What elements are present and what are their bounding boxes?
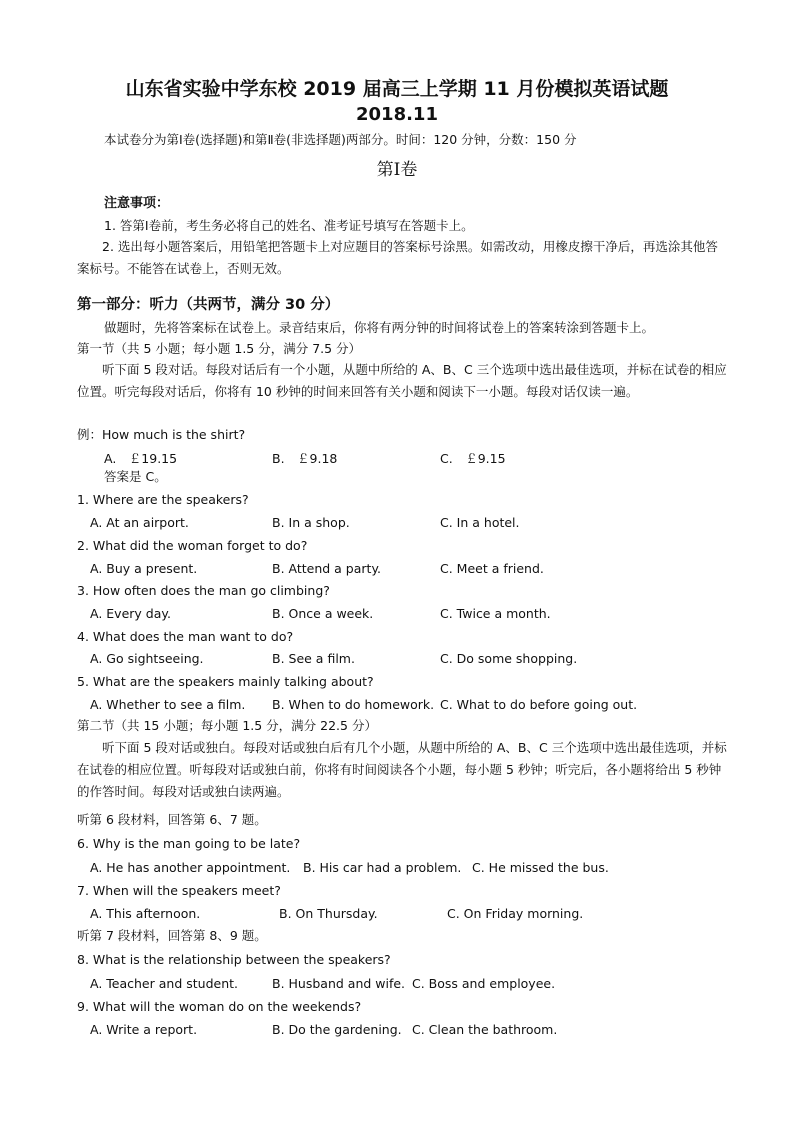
example-answer: 答案是 C。: [104, 469, 167, 484]
question-4: 4. What does the man want to do?: [77, 629, 294, 644]
material-6-instruction: 听第 6 段材料，回答第 6、7 题。: [77, 812, 267, 827]
question-2: 2. What did the woman forget to do?: [77, 538, 308, 553]
question-1: 1. Where are the speakers?: [77, 492, 249, 507]
notes-item-1: 1. 答第Ⅰ卷前，考生务必将自己的姓名、准考证号填写在答题卡上。: [104, 218, 474, 233]
q8-option-a: A. Teacher and student.: [90, 976, 238, 991]
q3-option-c: C. Twice a month.: [440, 606, 551, 621]
q3-option-b: B. Once a week.: [272, 606, 374, 621]
part1-heading: 第一部分：听力（共两节，满分 30 分）: [77, 297, 340, 313]
section1-heading: 第一节（共 5 小题；每小题 1.5 分，满分 7.5 分）: [77, 341, 362, 356]
section2-intro: 听下面 5 段对话或独白。每段对话或独白后有几个小题，从题中所给的 A、B、C 三个选项中选出最佳选项，并标在试卷的相应位置。听每段对话或独白前，你将有时间阅读各个小题，每小题 5 秒钟；听完后，各小题将给出 5 秒钟的作答时间。每段对话或独白读两遍。: [77, 740, 727, 799]
notes-heading: 注意事项：: [104, 196, 170, 211]
exam-date: 2018.11: [356, 104, 438, 125]
q5-option-b: B. When to do homework.: [272, 697, 435, 712]
q2-option-b: B. Attend a party.: [272, 561, 382, 576]
q8-option-b: B. Husband and wife.: [272, 976, 406, 991]
q3-option-a: A. Every day.: [90, 606, 171, 621]
q4-option-c: C. Do some shopping.: [440, 651, 578, 666]
exam-title: 山东省实验中学东校 2019 届高三上学期 11 月份模拟英语试题: [125, 78, 669, 100]
question-5: 5. What are the speakers mainly talking about?: [77, 674, 374, 689]
material-7-instruction: 听第 7 段材料，回答第 8、9 题。: [77, 928, 267, 943]
q6-option-c: C. He missed the bus.: [472, 860, 609, 875]
volume-heading: 第Ⅰ卷: [376, 160, 418, 180]
q9-option-a: A. Write a report.: [90, 1022, 198, 1037]
q9-option-b: B. Do the gardening.: [272, 1022, 402, 1037]
section2-heading: 第二节（共 15 小题；每小题 1.5 分，满分 22.5 分）: [77, 718, 377, 733]
question-9: 9. What will the woman do on the weekends?: [77, 999, 362, 1014]
q6-option-b: B. His car had a problem.: [303, 860, 462, 875]
question-8: 8. What is the relationship between the speakers?: [77, 952, 391, 967]
q5-option-c: C. What to do before going out.: [440, 697, 638, 712]
q2-option-c: C. Meet a friend.: [440, 561, 544, 576]
section1-intro: 听下面 5 段对话。每段对话后有一个小题，从题中所给的 A、B、C 三个选项中选出最佳选项，并标在试卷的相应位置。听完每段对话后，你将有 10 秒钟的时间来回答有关小题和阅读下一小题。每段对话仅读一遍。: [77, 362, 727, 399]
q1-option-c: C. In a hotel.: [440, 515, 520, 530]
q9-option-c: C. Clean the bathroom.: [412, 1022, 558, 1037]
question-3: 3. How often does the man go climbing?: [77, 583, 330, 598]
q1-option-b: B. In a shop.: [272, 515, 350, 530]
notes-item-2: 2. 选出每小题答案后，用铅笔把答题卡上对应题目的答案标号涂黑。如需改动，用橡皮擦干净后，再选涂其他答案标号。不能答在试卷上，否则无效。: [77, 239, 718, 276]
question-7: 7. When will the speakers meet?: [77, 883, 281, 898]
q7-option-a: A. This afternoon.: [90, 906, 201, 921]
q2-option-a: A. Buy a present.: [90, 561, 198, 576]
q6-option-a: A. He has another appointment.: [90, 860, 291, 875]
exam-info: 本试卷分为第Ⅰ卷(选择题)和第Ⅱ卷(非选择题)两部分。时间：120 分钟，分数：150 分: [104, 132, 577, 147]
q5-option-a: A. Whether to see a film.: [90, 697, 246, 712]
part1-intro: 做题时，先将答案标在试卷上。录音结束后，你将有两分钟的时间将试卷上的答案转涂到答题卡上。: [104, 320, 655, 335]
example-option-b: B. ￡9.18: [272, 451, 338, 466]
q7-option-b: B. On Thursday.: [279, 906, 378, 921]
question-6: 6. Why is the man going to be late?: [77, 836, 301, 851]
q4-option-a: A. Go sightseeing.: [90, 651, 204, 666]
example-option-a: A. ￡19.15: [104, 451, 178, 466]
example-question: 例：How much is the shirt?: [77, 427, 246, 442]
q7-option-c: C. On Friday morning.: [447, 906, 584, 921]
q1-option-a: A. At an airport.: [90, 515, 189, 530]
q4-option-b: B. See a film.: [272, 651, 355, 666]
q8-option-c: C. Boss and employee.: [412, 976, 556, 991]
example-option-c: C. ￡9.15: [440, 451, 506, 466]
